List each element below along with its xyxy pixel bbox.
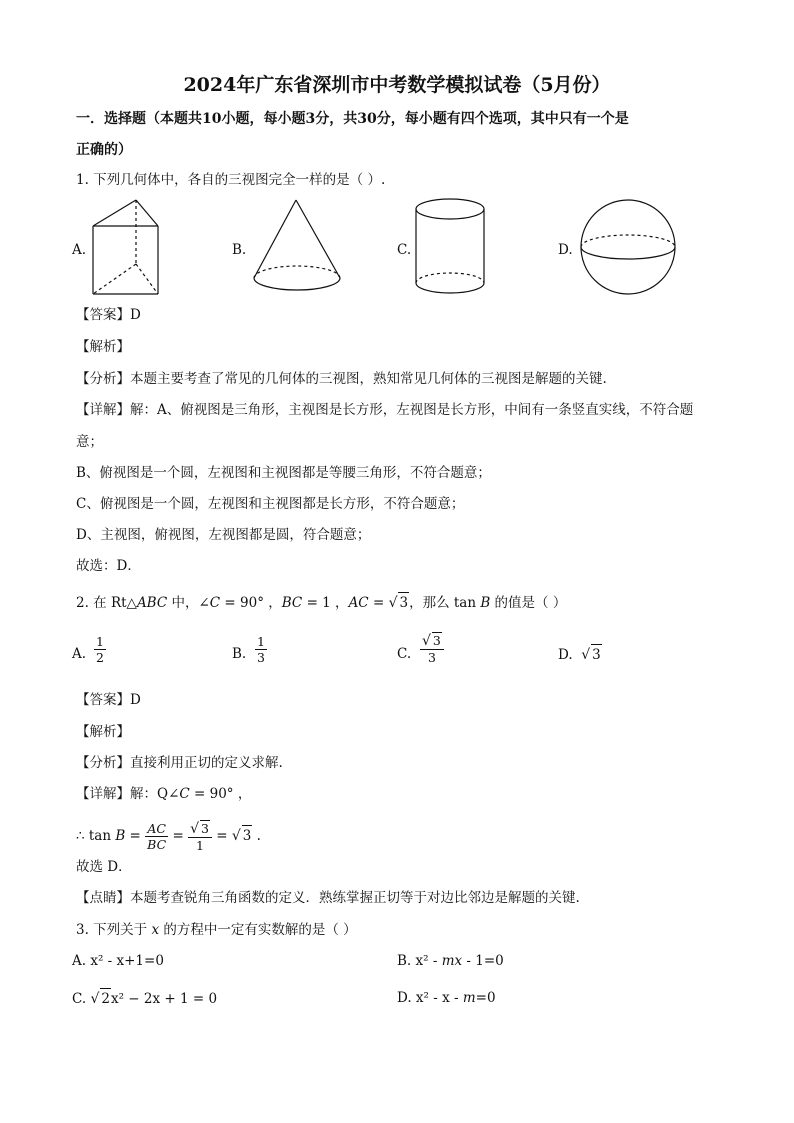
sqrt-sign: √ <box>190 821 199 837</box>
text: - 1=0 <box>462 953 504 969</box>
equals: = <box>125 828 146 844</box>
text: 的方程中一定有实数解的是（ ） <box>159 922 357 938</box>
cone-figure <box>250 196 346 298</box>
text: 3. 下列关于 <box>76 922 152 938</box>
period: . <box>252 828 261 844</box>
fraction-denominator: 3 <box>427 650 436 665</box>
q1-xiangjie-line2: 意； <box>76 434 103 450</box>
radicand: 3 <box>591 644 602 665</box>
section-heading-line2: 正确的） <box>76 142 132 158</box>
q2-option-b-label: B. <box>232 646 247 662</box>
fraction-denominator: 2 <box>96 650 104 665</box>
q1-option-b-label: B. <box>232 242 247 258</box>
q2-option-d-label <box>558 644 602 665</box>
q2-stem-tail: 的值是（ ） <box>490 595 567 611</box>
q2-stem-prefix: 2. 在 Rt△ <box>76 595 137 611</box>
fraction-denominator: BC <box>147 837 167 852</box>
q2-stem-text: = <box>368 595 389 611</box>
variable-m: m <box>462 990 476 1006</box>
q2-side-ac: AC <box>348 595 369 611</box>
q3-stem <box>76 920 357 940</box>
text: 【详解】解：Q∠ <box>76 786 180 802</box>
q2-angle-c: C <box>209 595 221 611</box>
q2-fenxi: 【分析】直接利用正切的定义求解. <box>76 755 283 771</box>
q2-choose: 故选 D． <box>76 859 132 875</box>
text: ∴ tan <box>76 828 116 844</box>
fraction-denominator: 1 <box>196 838 204 853</box>
triangular-prism-figure <box>88 196 168 298</box>
q2-analysis-tag: 【解析】 <box>76 724 130 740</box>
radicand: 2 <box>100 988 111 1009</box>
q2-stem-text: = 90° ， <box>220 595 282 611</box>
q2-option-a-fraction <box>94 634 106 665</box>
sqrt-sign: √ <box>231 828 241 844</box>
q2-option-c-label: C. <box>397 646 412 662</box>
q1-option-a-label: A. <box>72 242 87 258</box>
text: =0 <box>475 990 496 1006</box>
option-letter: D. <box>558 647 573 663</box>
fraction-numerator: 3 <box>200 821 209 836</box>
q1-line-d: D、主视图，俯视图，左视图都是圆，符合题意； <box>76 527 371 543</box>
text: B. x² - <box>397 953 442 969</box>
text: D. x² - x - <box>397 990 463 1006</box>
text: x² − 2x + 1 = 0 <box>110 991 218 1007</box>
sphere-figure <box>578 198 682 298</box>
q1-line-c: C、俯视图是一个圆，左视图和主视图都是长方形，不符合题意； <box>76 496 465 512</box>
q2-side-bc: BC <box>281 595 303 611</box>
q3-option-d <box>397 988 496 1008</box>
fraction-numerator: 1 <box>257 634 265 649</box>
sqrt-sign: √ <box>581 647 591 663</box>
q2-stem-text: 中，∠ <box>167 595 210 611</box>
q3-option-c <box>72 988 217 1009</box>
q2-option-b-fraction <box>255 634 267 665</box>
sqrt-sign: √ <box>388 595 398 611</box>
result: 3 <box>242 825 253 846</box>
fraction-numerator: 1 <box>96 634 104 649</box>
q3-option-a: A. x² - x+1=0 <box>72 953 164 969</box>
q2-stem-text: = 1 ， <box>302 595 349 611</box>
q1-fenxi: 【分析】本题主要考查了常见的几何体的三视图，熟知常见几何体的三视图是解题的关键. <box>76 371 607 387</box>
q1-line-b: B、俯视图是一个圆，左视图和主视图都是等腰三角形，不符合题意； <box>76 465 491 481</box>
q1-option-c-label: C. <box>397 242 412 258</box>
sqrt-sign: √ <box>422 633 431 649</box>
term-mx: mx <box>441 953 463 969</box>
q3-option-b <box>397 951 504 971</box>
q1-answer: 【答案】D <box>76 307 141 323</box>
equals: = <box>211 828 232 844</box>
variable-x: x <box>151 922 160 938</box>
page-title: 2024年广东省深圳市中考数学模拟试卷（5月份） <box>183 74 611 96</box>
angle-c: C <box>179 786 190 802</box>
fraction-denominator: 3 <box>257 650 265 665</box>
q2-xiangjie <box>76 784 251 804</box>
text: = 90° ， <box>189 786 252 802</box>
q2-angle-b: B <box>480 595 491 611</box>
q1-xiangjie-line1: 【详解】解：A、俯视图是三角形，主视图是长方形，左视图是长方形，中间有一条竖直实线，不符合题 <box>76 402 694 418</box>
angle-b: B <box>115 828 126 844</box>
cylinder-figure <box>414 196 490 298</box>
q1-stem: 1. 下列几何体中，各自的三视图完全一样的是（ ）. <box>76 172 386 188</box>
q2-answer: 【答案】D <box>76 692 141 708</box>
q2-radicand: 3 <box>398 592 409 613</box>
q2-option-c-fraction <box>420 632 444 665</box>
sqrt-sign: √ <box>90 991 100 1007</box>
q2-triangle-name: ABC <box>136 595 168 611</box>
q1-analysis-tag: 【解析】 <box>76 339 130 355</box>
q2-stem-text: ，那么 tan <box>409 595 481 611</box>
q2-option-a-label: A. <box>72 646 87 662</box>
section-heading-line1: 一．选择题（本题共10小题，每小题3分，共30分，每小题有四个选项，其中只有一个是 <box>76 111 629 127</box>
q2-dianjing: 【点睛】本题考查锐角三角函数的定义．熟练掌握正切等于对边比邻边是解题的关键. <box>76 890 580 906</box>
equals: = <box>168 828 189 844</box>
q2-stem <box>76 592 566 613</box>
fraction-numerator: AC <box>145 821 168 837</box>
q1-option-d-label: D. <box>558 242 573 258</box>
q1-choose: 故选：D． <box>76 558 141 574</box>
text: C. <box>72 991 91 1007</box>
fraction-numerator: 3 <box>432 633 441 648</box>
q2-calculation <box>76 820 261 853</box>
